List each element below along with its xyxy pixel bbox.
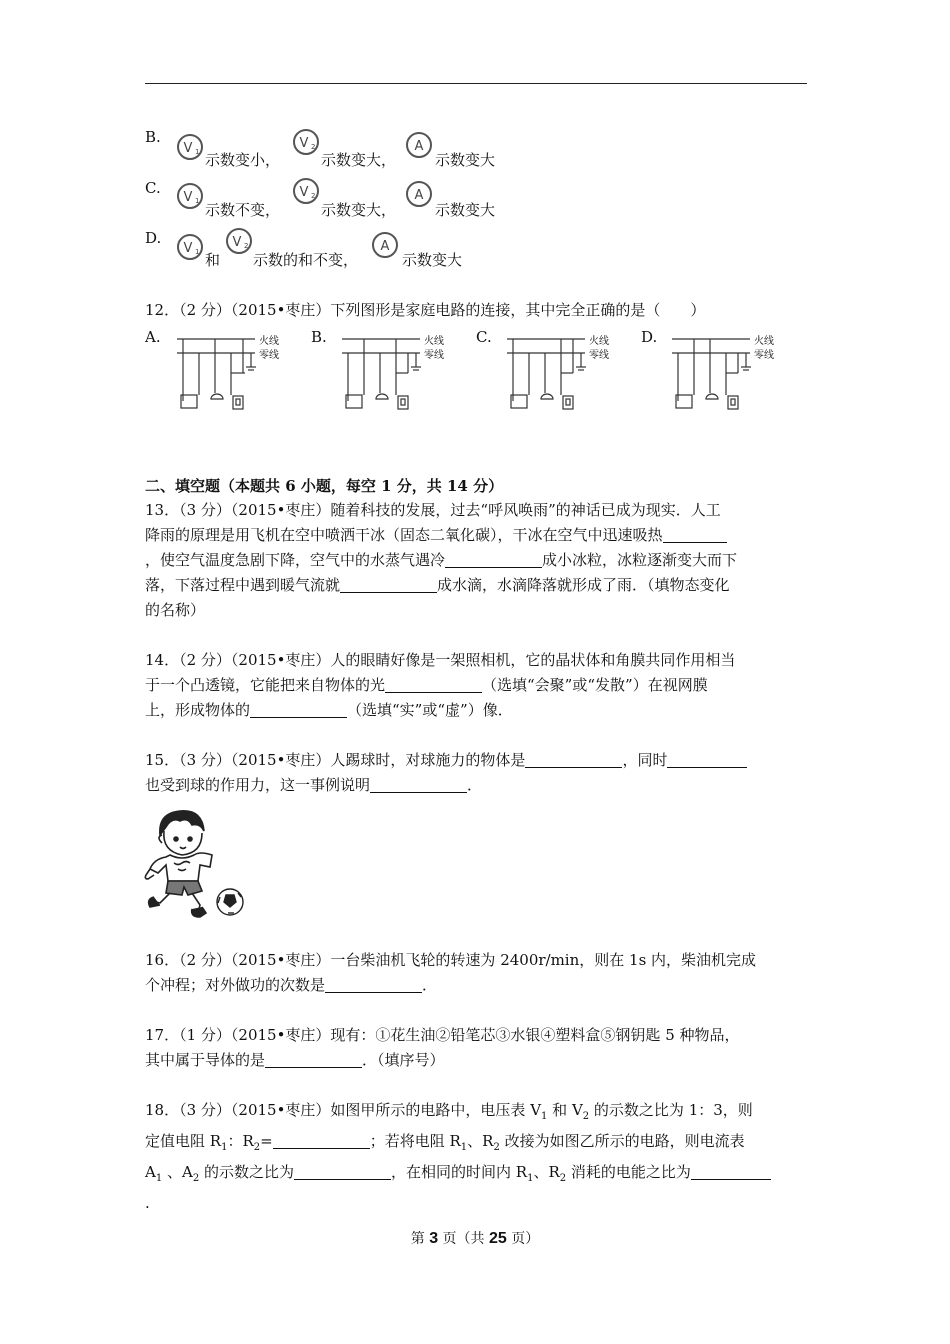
svg-text:1: 1 <box>195 148 200 156</box>
answer-blank <box>691 1163 771 1180</box>
option-letter: D. <box>145 229 162 247</box>
answer-blank <box>294 1163 391 1180</box>
live-wire-label: 火线 <box>259 336 279 347</box>
voltmeter-v1-icon <box>175 181 205 211</box>
option-text: 示数变大 <box>435 201 496 219</box>
option-letter: A. <box>145 328 161 346</box>
option-text: 示数变小， <box>205 151 281 169</box>
svg-text:V: V <box>232 235 242 250</box>
q15-line: 15．（3 分）（2015•枣庄）人踢球时，对球施力的物体是 ，同时 <box>145 748 805 773</box>
ammeter-icon <box>404 130 434 160</box>
q16 <box>145 948 805 998</box>
circuit-diagram-c <box>505 333 625 413</box>
svg-text:V: V <box>183 141 193 156</box>
answer-blank <box>340 576 437 593</box>
page-footer: 第 3 页（共 25 页） <box>410 1230 540 1247</box>
answer-blank <box>663 526 727 543</box>
answer-blank <box>667 751 747 768</box>
option-letter: C. <box>145 179 161 197</box>
q14 <box>145 648 805 723</box>
answer-blank <box>265 1051 362 1068</box>
voltmeter-v2-icon <box>291 127 321 157</box>
q16-line: 16．（2 分）（2015•枣庄）一台柴油机飞轮的转速为 2400r/min，则在 1s 内，柴油机完成 <box>145 951 757 969</box>
q14-line: 于一个凸透镜，它能把来自物体的光 （选填“会聚”或“发散”）在视网膜 <box>145 676 708 694</box>
ammeter-icon <box>370 230 400 260</box>
q13-line: ，使空气温度急剧下降，空气中的水蒸气遇冷 成小冰粒，冰粒逐渐变大而下 <box>145 551 738 569</box>
live-wire-label: 火线 <box>424 336 444 347</box>
answer-blank <box>525 751 622 768</box>
q17-line: 其中属于导体的是 ．（填序号） <box>145 1051 445 1069</box>
q14-line: 上，形成物体的 （选填“实”或“虚”）像． <box>145 701 513 719</box>
svg-text:V: V <box>299 185 309 200</box>
svg-text:A: A <box>414 139 424 154</box>
svg-text:V: V <box>183 190 193 205</box>
live-wire-label: 火线 <box>589 336 609 347</box>
q18-line: 18．（3 分）（2015•枣庄）如图甲所示的电路中，电压表 $V_1$ 和 $V_2$ 的示数之比为 1：3，则 <box>145 1101 753 1122</box>
neutral-wire-label: 零线 <box>589 350 609 361</box>
header-rule <box>145 83 807 84</box>
answer-blank <box>325 976 422 993</box>
page-number: 3 <box>429 1230 439 1247</box>
q13-line: 降雨的原理是用飞机在空中喷洒干冰（固态二氧化碳），干冰在空气中迅速吸热 <box>145 523 805 548</box>
ammeter-icon <box>404 179 434 209</box>
answer-blank <box>370 776 467 793</box>
q13-line: 落，下落过程中遇到暖气流就 成水滴，水滴降落就形成了雨．（填物态变化 <box>145 576 730 594</box>
q13-line: 13．（3 分）（2015•枣庄）随着科技的发展，过去“呼风唤雨”的神话已成为现实．人工 <box>145 501 721 519</box>
q13 <box>145 498 805 623</box>
option-text: 示数变大， <box>321 151 397 169</box>
svg-text:A: A <box>380 239 390 254</box>
option-text: 示数不变， <box>205 201 281 219</box>
answer-blank <box>250 701 347 718</box>
option-letter: D. <box>641 328 658 346</box>
neutral-wire-label: 零线 <box>424 350 444 361</box>
q13-line: 的名称） <box>145 601 206 619</box>
q18-line: . <box>145 1194 150 1212</box>
option-text: 示数变大， <box>321 201 397 219</box>
neutral-wire-label: 零线 <box>754 350 774 361</box>
circuit-diagram-b <box>340 333 460 413</box>
voltmeter-v2-icon <box>224 226 254 256</box>
q14-line: 14．（2 分）（2015•枣庄）人的眼睛好像是一架照相机，它的晶状体和角膜共同作用相当 <box>145 651 736 669</box>
q15 <box>145 748 805 798</box>
svg-text:1: 1 <box>195 197 200 205</box>
option-text: 示数变大 <box>402 251 463 269</box>
answer-blank <box>385 676 482 693</box>
page-total: 25 <box>489 1230 507 1247</box>
boy-kicking-ball-illustration <box>140 805 250 920</box>
option-text: 和 <box>205 251 221 269</box>
svg-text:A: A <box>414 188 424 203</box>
voltmeter-v2-icon <box>291 176 321 206</box>
q18-line: $A_1$ 、$A_2$ 的示数之比为 ，在相同的时间内 $R_1$、$R_2$ 消耗的电能之比为 <box>145 1160 805 1191</box>
svg-text:2: 2 <box>311 192 316 200</box>
q15-line: 也受到球的作用力，这一事例说明 ． <box>145 776 483 794</box>
option-letter: B. <box>311 328 327 346</box>
section-heading: 二、填空题（本题共 6 小题，每空 1 分，共 14 分） <box>145 477 504 495</box>
option-letter: B. <box>145 128 161 146</box>
circuit-diagram-d <box>670 333 790 413</box>
q18 <box>145 1098 805 1216</box>
voltmeter-v1-icon <box>175 132 205 162</box>
answer-blank <box>445 551 542 568</box>
svg-text:2: 2 <box>311 143 316 151</box>
svg-text:2: 2 <box>244 242 249 250</box>
neutral-wire-label: 零线 <box>259 350 279 361</box>
answer-blank <box>273 1132 370 1149</box>
svg-text:V: V <box>299 136 309 151</box>
voltmeter-v1-icon <box>175 232 205 262</box>
option-letter: C. <box>476 328 492 346</box>
q18-line: 定值电阻 $R_1$：$R_2=$ ；若将电阻 $R_1$、$R_2$ 改接为如图乙所示的电路，则电流表 <box>145 1132 745 1153</box>
option-text: 示数变大 <box>435 151 496 169</box>
q17-line: 17．（1 分）（2015•枣庄）现有：①花生油②铅笔芯③水银④塑料盒⑤钢钥匙 5 种物品， <box>145 1026 740 1044</box>
circuit-diagram-a <box>175 333 295 413</box>
q17 <box>145 1023 805 1073</box>
option-text: 示数的和不变， <box>253 251 359 269</box>
q12-stem: 12．（2 分）（2015•枣庄）下列图形是家庭电路的连接，其中完全正确的是（ ） <box>145 301 706 319</box>
live-wire-label: 火线 <box>754 336 774 347</box>
svg-text:1: 1 <box>195 248 200 256</box>
q16-line: 个冲程；对外做功的次数是 ． <box>145 976 438 994</box>
svg-text:V: V <box>183 241 193 256</box>
